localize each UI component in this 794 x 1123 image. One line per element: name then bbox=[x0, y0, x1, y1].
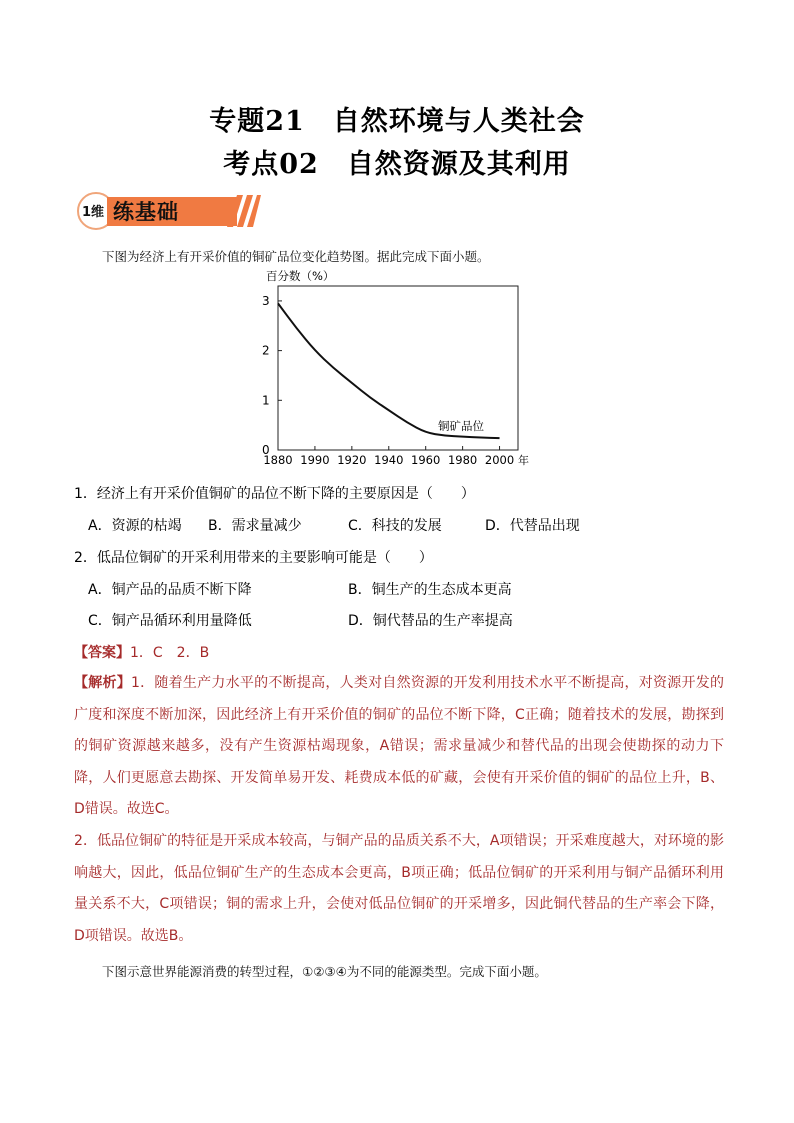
question-2-stem: 2．低品位铜矿的开采利用带来的主要影响可能是（ ） bbox=[74, 550, 433, 566]
y-tick-label: 3 bbox=[262, 293, 270, 308]
y-tick-label: 2 bbox=[262, 343, 270, 358]
badge-number: 1维 bbox=[82, 205, 105, 220]
y-tick-label: 1 bbox=[262, 393, 270, 408]
q1-option-c: C．科技的发展 bbox=[348, 518, 442, 534]
x-tick-label: 1940 bbox=[374, 453, 404, 467]
answer-line bbox=[74, 642, 209, 662]
badge-label: 练基础 bbox=[113, 200, 179, 224]
x-tick-label: 1880 bbox=[263, 453, 293, 467]
page-subtitle: 考点02 自然资源及其利用 bbox=[223, 149, 571, 180]
q2-option-c: C．铜产品循环利用量降低 bbox=[88, 613, 252, 629]
analysis-1-text: 1．随着生产力水平的不断提高，人类对自然资源的开发利用技术水平不断提高，对资源开发的广度和深度不断加深，因此经济上有开采价值的铜矿的品位不断下降，C正确；随着技术的发展，勘探到的铜矿资源越来越多，没有产生资源枯竭现象，A错误；需求量减少和替代品的出现会使勘探的动力下降，人们更愿意去勘探、开发简单易开发、耗费成本低的矿藏，会使有开采价值的铜矿的品位上升，B、D错误。故选C。 bbox=[74, 675, 725, 817]
intro-text-2: 下图示意世界能源消费的转型过程，①②③④为不同的能源类型。完成下面小题。 bbox=[102, 964, 547, 979]
section-badge bbox=[77, 192, 257, 230]
answer-tag: 【答案】 bbox=[74, 645, 130, 661]
x-tick-label: 1990 bbox=[300, 453, 330, 467]
x-axis-unit: 年 bbox=[518, 454, 529, 467]
badge-stripes bbox=[227, 195, 261, 227]
series-line-copper-grade bbox=[278, 303, 500, 438]
copper-grade-chart bbox=[252, 268, 542, 468]
question-1-stem: 1．经济上有开采价值铜矿的品位不断下降的主要原因是（ ） bbox=[74, 486, 475, 502]
analysis-part-1 bbox=[74, 668, 724, 826]
analysis-2-text: 2．低品位铜矿的特征是开采成本较高，与铜产品的品质关系不大，A项错误；开采难度越大，对环境的影响越大，因此，低品位铜矿生产的生态成本会更高，B项正确；低品位铜矿的开采利用与铜产品循环利用量关系不大，C项错误；铜的需求上升，会使对低品位铜矿的开采增多，因此铜代替品的生产率会下降，D项错误。故选B。 bbox=[74, 833, 724, 944]
x-tick-label: 2000 bbox=[484, 453, 515, 467]
x-tick-label: 1920 bbox=[337, 453, 367, 467]
q1-option-a: A．资源的枯竭 bbox=[88, 518, 182, 534]
series-label: 铜矿品位 bbox=[438, 419, 484, 433]
answer-text: 1．C 2．B bbox=[130, 645, 210, 661]
x-tick-label: 1960 bbox=[411, 453, 441, 467]
analysis-tag: 【解析】 bbox=[74, 675, 131, 691]
intro-text-1: 下图为经济上有开采价值的铜矿品位变化趋势图。据此完成下面小题。 bbox=[102, 249, 490, 264]
q1-option-d: D．代替品出现 bbox=[485, 518, 580, 534]
q2-option-d: D．铜代替品的生产率提高 bbox=[348, 613, 513, 629]
page-title: 专题21 自然环境与人类社会 bbox=[209, 106, 585, 137]
q2-option-b: B．铜生产的生态成本更高 bbox=[348, 582, 512, 598]
y-tick-label: 0 bbox=[262, 443, 270, 457]
q2-option-a: A．铜产品的品质不断下降 bbox=[88, 582, 252, 598]
x-tick-label: 1980 bbox=[447, 453, 478, 467]
q1-option-b: B．需求量减少 bbox=[208, 518, 302, 534]
y-axis-label: 百分数（%） bbox=[266, 269, 335, 283]
analysis-part-2 bbox=[74, 826, 724, 952]
